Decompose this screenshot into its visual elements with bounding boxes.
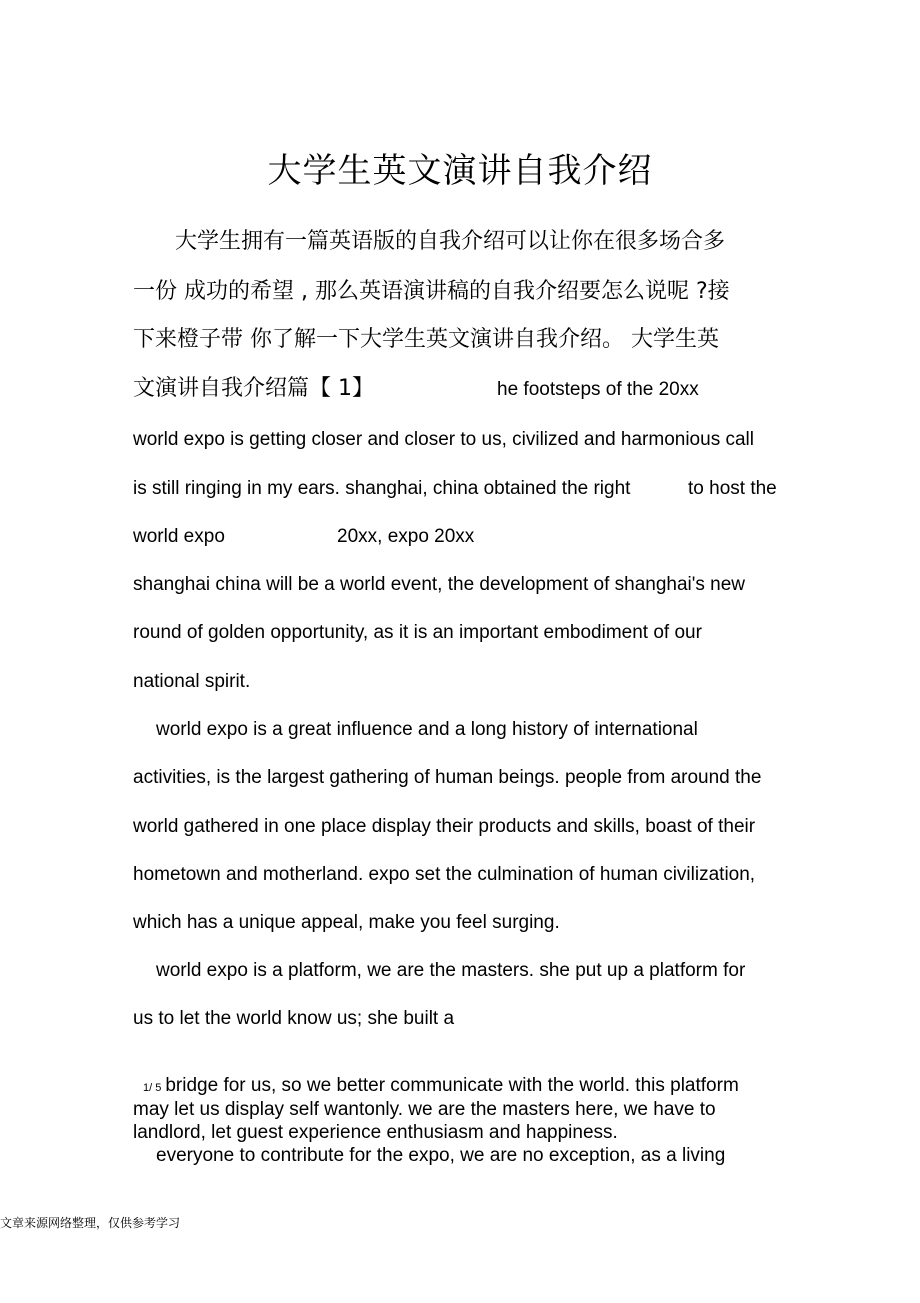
page-number: 1/ 5	[143, 1082, 162, 1094]
continued-line-2: may let us display self wantonly. we are the masters here, we have to	[133, 1099, 716, 1120]
body-line-3a: world expo	[133, 526, 225, 547]
body-line-11: which has a unique appeal, make you feel surging.	[133, 912, 560, 933]
footer-note: 文章来源网络整理，仅供参考学习	[0, 1216, 181, 1230]
document-title: 大学生英文演讲自我介绍	[267, 151, 653, 191]
continued-line-3: landlord, let guest experience enthusiasm and happiness.	[133, 1122, 618, 1143]
section-first-words: he footsteps of the 20xx	[497, 379, 699, 400]
continued-line-1	[133, 1074, 739, 1100]
body-line-8: activities, is the largest gathering of human beings. people from around the	[133, 767, 762, 788]
body-line-5: round of golden opportunity, as it is an important embodiment of our	[133, 622, 702, 643]
body-line-13: us to let the world know us; she built a	[133, 1008, 455, 1029]
section-heading: 文演讲自我介绍篇【 1】	[133, 376, 374, 401]
body-line-6: national spirit.	[133, 671, 251, 692]
body-line-7: world expo is a great influence and a long history of international	[156, 719, 698, 740]
body-line-4: shanghai china will be a world event, the development of shanghai's new	[133, 574, 746, 595]
intro-line-2: 一份 成功的希望 , 那么英语演讲稿的自我介绍要怎么说呢 ?接	[133, 279, 730, 304]
continued-line-4: everyone to contribute for the expo, we are no exception, as a living	[156, 1145, 726, 1166]
body-line-9: world gathered in one place display their products and skills, boast of their	[133, 816, 756, 837]
body-line-2a: is still ringing in my ears. shanghai, china obtained the right	[133, 478, 631, 499]
intro-line-3: 下来橙子带 你了解一下大学生英文演讲自我介绍。 大学生英	[133, 327, 719, 352]
body-line-12: world expo is a platform, we are the masters. she put up a platform for	[156, 960, 746, 981]
body-line-10: hometown and motherland. expo set the culmination of human civilization,	[133, 864, 756, 885]
body-line-1: world expo is getting closer and closer to us, civilized and harmonious call	[133, 429, 754, 450]
continued-text-1: bridge for us, so we better communicate with the world. this platform	[165, 1075, 739, 1096]
body-line-2b: to host the	[688, 478, 777, 499]
intro-line-1: 大学生拥有一篇英语版的自我介绍可以让你在很多场合多	[175, 229, 726, 254]
body-line-3b: 20xx, expo 20xx	[337, 526, 475, 547]
